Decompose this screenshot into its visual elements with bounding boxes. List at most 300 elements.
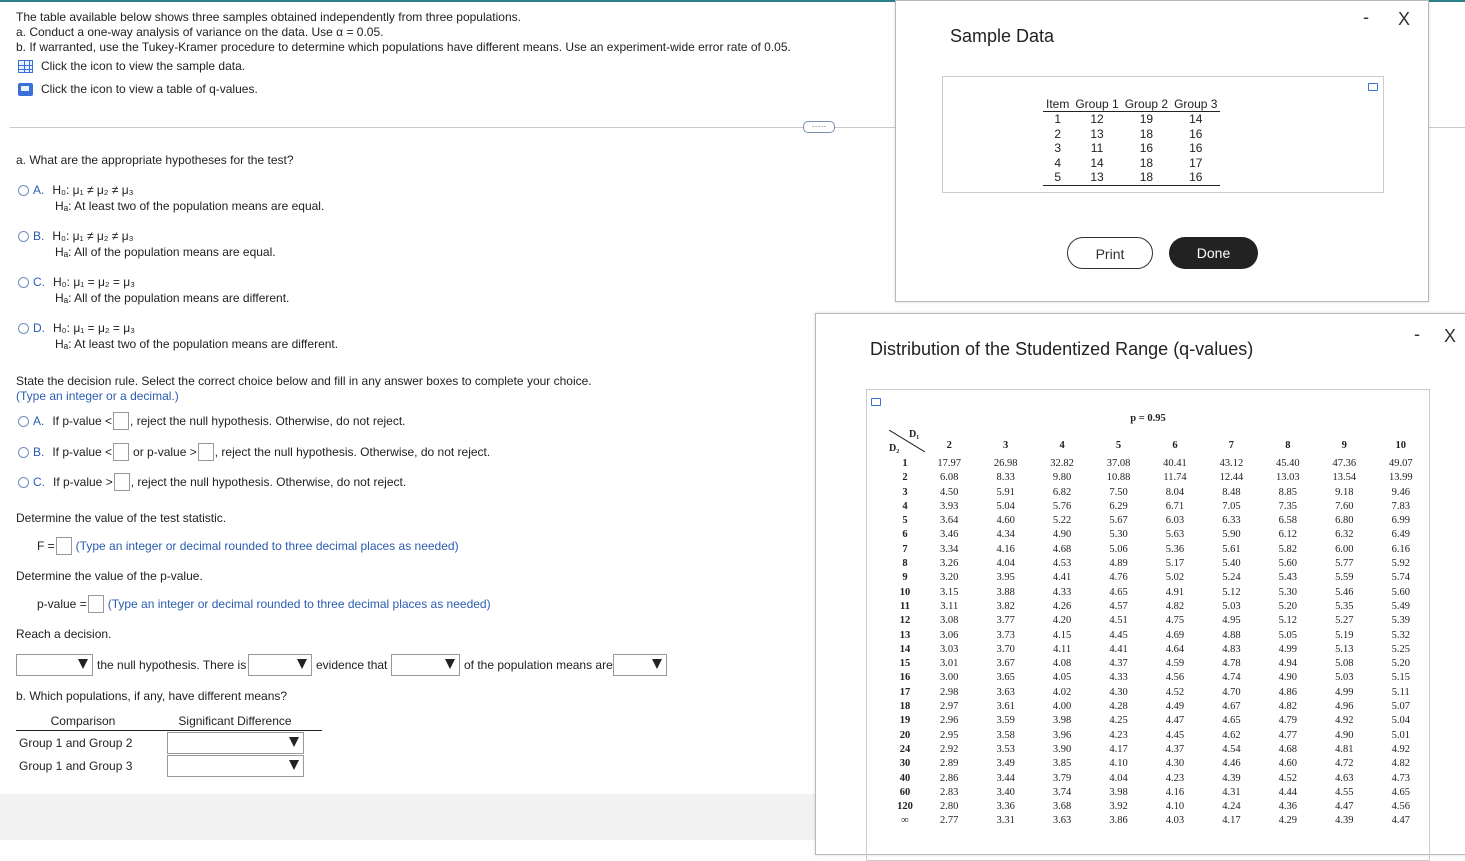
- q-value-cell: 5.24: [1222, 572, 1241, 584]
- radio-rule-b[interactable]: [18, 447, 29, 458]
- q-value-cell: 5.39: [1391, 615, 1410, 627]
- q-value-cell: 4.23: [1165, 772, 1185, 784]
- intro-line-3: b. If warranted, use the Tukey-Kramer procedure to determine which populations have different means. Use an experiment-wide error rate of 0.05.: [16, 40, 791, 54]
- q-value-cell: 4.92: [1335, 715, 1354, 727]
- rule-c-input[interactable]: [114, 473, 130, 491]
- q-value-cell: 32.82: [1050, 458, 1074, 469]
- chevron-down-icon: [289, 760, 299, 770]
- qvalues-link[interactable]: [18, 82, 258, 96]
- decision-rule-hint: (Type an integer or a decimal.): [16, 389, 179, 403]
- q-value-cell: 3.06: [940, 629, 959, 641]
- q-value-cell: 8.85: [1278, 486, 1298, 498]
- decision-text-3: of the population means are: [464, 658, 613, 672]
- q-value-cell: 5.82: [1278, 543, 1298, 555]
- q-value-cell: 3.44: [996, 772, 1015, 784]
- q-value-cell: 4.89: [1109, 558, 1128, 570]
- df-cell: 13: [899, 629, 911, 641]
- table-row: [889, 814, 1429, 828]
- q-value-cell: 3.63: [1052, 815, 1072, 827]
- q-value-cell: 4.11: [1053, 643, 1072, 655]
- q-value-cell: 5.02: [1165, 572, 1185, 584]
- q-value-cell: 9.18: [1335, 486, 1354, 498]
- q-value-cell: 3.98: [1109, 786, 1128, 798]
- sample-data-link[interactable]: [18, 59, 245, 73]
- q-value-cell: 3.79: [1052, 772, 1072, 784]
- q-value-cell: 4.90: [1278, 672, 1298, 684]
- table-row: [889, 714, 1429, 728]
- q-value-cell: 12.44: [1219, 472, 1244, 484]
- rule-b-pre: If p-value <: [52, 445, 113, 459]
- q-value-cell: 4.49: [1165, 701, 1185, 713]
- chevron-down-icon: [297, 659, 307, 669]
- q-value-cell: 5.04: [1391, 715, 1410, 727]
- df-cell: 1: [902, 458, 908, 469]
- comparison-row-1: Group 1 and Group 2: [19, 736, 133, 750]
- rule-b-input-2[interactable]: [198, 443, 214, 461]
- sample-cell: 19: [1139, 112, 1154, 126]
- q-value-cell: 4.02: [1052, 686, 1072, 698]
- q-value-cell: 4.04: [996, 558, 1015, 570]
- minimize-button[interactable]: -: [1363, 7, 1369, 27]
- q-value-cell: 4.51: [1109, 615, 1128, 627]
- q-value-cell: 7.50: [1109, 486, 1128, 498]
- q-value-cell: 4.82: [1165, 600, 1185, 612]
- part-b-question: b. Which populations, if any, have different means?: [16, 689, 288, 703]
- q-value-cell: 3.70: [996, 643, 1015, 655]
- df-cell: 40: [899, 772, 911, 784]
- q-column-header: 4: [1059, 439, 1065, 451]
- null-hypothesis: H₀: μ₁ ≠ μ₂ ≠ μ₃: [52, 229, 134, 243]
- q-value-cell: 4.92: [1391, 743, 1410, 755]
- pvalue-hint: (Type an integer or decimal rounded to three decimal places as needed): [107, 597, 491, 611]
- q-value-cell: 5.77: [1335, 558, 1354, 570]
- q-value-cell: 4.95: [1222, 615, 1241, 627]
- q-value-cell: 4.50: [940, 486, 959, 498]
- q-value-cell: 4.47: [1165, 715, 1185, 727]
- comparison-header: Comparison: [50, 714, 116, 728]
- table-row: [889, 729, 1429, 743]
- q-value-cell: 3.90: [1052, 743, 1072, 755]
- sample-cell: 13: [1090, 126, 1104, 141]
- q-value-cell: 5.17: [1165, 558, 1185, 570]
- chevron-down-icon: [289, 737, 299, 747]
- q-value-cell: 4.45: [1165, 729, 1185, 741]
- q-value-cell: 3.88: [996, 586, 1015, 598]
- sample-data-window: [895, 0, 1429, 302]
- close-button[interactable]: X: [1398, 9, 1411, 29]
- q-value-cell: 2.86: [940, 772, 959, 784]
- q-value-cell: 5.61: [1222, 543, 1241, 555]
- df-cell: 15: [899, 658, 911, 670]
- evidence-dropdown[interactable]: [248, 654, 312, 676]
- rule-option-c[interactable]: [18, 473, 406, 491]
- q-value-cell: 5.01: [1391, 729, 1410, 741]
- q-value-cell: 3.64: [940, 515, 959, 527]
- rule-b-letter: B.: [33, 445, 45, 459]
- q-value-cell: 4.34: [996, 529, 1015, 541]
- df-cell: 2: [902, 472, 908, 484]
- q-value-cell: 3.86: [1109, 815, 1128, 827]
- q-value-cell: 5.15: [1391, 672, 1410, 684]
- close-button[interactable]: X: [1444, 326, 1457, 346]
- table-row: [1043, 156, 1220, 171]
- q-value-cell: 4.30: [1109, 686, 1128, 698]
- q-column-header: 10: [1395, 439, 1406, 451]
- q-value-cell: 5.06: [1109, 543, 1128, 555]
- sample-cell: 16: [1189, 126, 1203, 141]
- q-value-cell: 43.12: [1219, 458, 1244, 469]
- q-value-cell: 6.08: [940, 472, 959, 484]
- q-value-cell: 8.48: [1222, 486, 1241, 498]
- table-row: [889, 757, 1429, 771]
- sample-cell: 5: [1043, 170, 1072, 185]
- radio-button[interactable]: [18, 277, 29, 288]
- q-value-cell: 2.80: [940, 801, 959, 813]
- q-value-cell: 6.29: [1109, 500, 1128, 512]
- footer-bar: [0, 794, 820, 840]
- alt-hypothesis: Hₐ: At least two of the population means are different.: [55, 337, 339, 351]
- qvalues-table: [889, 433, 1429, 829]
- q-value-cell: 5.32: [1391, 629, 1410, 641]
- q-value-cell: 4.39: [1222, 772, 1241, 784]
- sample-cell: 12: [1090, 112, 1104, 126]
- q-value-cell: 37.08: [1106, 458, 1131, 469]
- q-value-cell: 5.46: [1335, 586, 1354, 598]
- q-value-cell: 4.04: [1109, 772, 1128, 784]
- q-value-cell: 7.83: [1391, 500, 1410, 512]
- q-value-cell: 6.99: [1391, 515, 1410, 527]
- table-row: [889, 586, 1429, 600]
- df-cell: 24: [899, 743, 911, 755]
- alt-hypothesis: Hₐ: All of the population means are equal.: [55, 245, 276, 259]
- chevron-down-icon: [445, 659, 455, 669]
- df-cell: 11: [900, 600, 910, 612]
- radio-button[interactable]: [18, 185, 29, 196]
- q-value-cell: 4.74: [1222, 672, 1241, 684]
- q-value-cell: 4.24: [1222, 801, 1241, 813]
- q-value-cell: 3.98: [1052, 715, 1072, 727]
- hypothesis-option[interactable]: [18, 275, 289, 305]
- qvalues-window: [815, 313, 1465, 855]
- q-value-cell: 4.64: [1165, 643, 1185, 655]
- q-value-cell: 4.72: [1335, 758, 1354, 770]
- q-value-cell: 4.82: [1391, 758, 1410, 770]
- q-value-cell: 4.77: [1278, 729, 1298, 741]
- sample-cell: 18: [1139, 126, 1154, 141]
- q-value-cell: 6.71: [1165, 500, 1185, 512]
- q-column-header: 5: [1115, 439, 1122, 451]
- decision-text-2: evidence that: [316, 658, 388, 672]
- q-value-cell: 3.59: [996, 715, 1015, 727]
- q-value-cell: 5.20: [1391, 658, 1410, 670]
- rule-a-input[interactable]: [113, 412, 129, 430]
- test-stat-row: [37, 537, 459, 555]
- q-value-cell: 3.11: [940, 600, 959, 612]
- q-value-cell: 4.15: [1052, 629, 1072, 641]
- q-value-cell: 3.68: [1052, 801, 1072, 813]
- q-value-cell: 4.28: [1109, 701, 1128, 713]
- q-value-cell: 2.83: [940, 786, 959, 798]
- q-value-cell: 3.95: [996, 572, 1015, 584]
- df-cell: 6: [902, 529, 908, 541]
- q-value-cell: 6.80: [1335, 515, 1354, 527]
- q-value-cell: 4.16: [996, 543, 1015, 555]
- q-value-cell: 4.60: [996, 515, 1015, 527]
- df-cell: 120: [897, 801, 913, 813]
- q-value-cell: 5.30: [1278, 586, 1298, 598]
- comparison-table: [16, 713, 322, 731]
- q-value-cell: 3.67: [996, 658, 1015, 670]
- q-value-cell: 3.15: [940, 586, 959, 598]
- print-button[interactable]: Print: [1067, 237, 1153, 269]
- null-hypothesis: H₀: μ₁ = μ₂ = μ₃: [53, 321, 136, 335]
- q-value-cell: 4.10: [1165, 801, 1185, 813]
- table-row: [889, 571, 1429, 585]
- radio-rule-a[interactable]: [18, 416, 29, 427]
- sample-header-cell: Group 3: [1171, 97, 1220, 112]
- problem-intro: [16, 10, 876, 55]
- q-value-cell: 3.26: [940, 558, 959, 570]
- option-letter: C.: [33, 275, 45, 289]
- f-value-input[interactable]: [56, 537, 72, 555]
- table-row: [889, 486, 1429, 500]
- decision-prompt: Reach a decision.: [16, 627, 112, 641]
- table-row: [889, 686, 1429, 700]
- q-value-cell: 5.67: [1109, 515, 1128, 527]
- q-value-cell: 4.03: [1165, 815, 1185, 827]
- minimize-button[interactable]: -: [1414, 324, 1420, 344]
- q-value-cell: 4.83: [1222, 643, 1241, 655]
- test-stat-prompt: Determine the value of the test statistic.: [16, 511, 227, 525]
- q-value-cell: 2.96: [940, 715, 959, 727]
- q-value-cell: 45.40: [1276, 458, 1300, 469]
- q-value-cell: 5.92: [1391, 558, 1410, 570]
- q-value-cell: 4.30: [1165, 758, 1185, 770]
- q-value-cell: 4.52: [1278, 772, 1298, 784]
- q-value-cell: 5.59: [1335, 572, 1354, 584]
- radio-button[interactable]: [18, 323, 29, 334]
- d1-label: D₁: [909, 429, 920, 440]
- table-row: [1043, 141, 1220, 156]
- equality-dropdown[interactable]: [613, 654, 667, 676]
- copy-icon[interactable]: [1368, 83, 1378, 91]
- df-cell: 19: [899, 715, 911, 727]
- q-value-cell: 3.31: [996, 815, 1015, 827]
- q-value-cell: 5.60: [1391, 586, 1410, 598]
- q-value-cell: 5.35: [1335, 600, 1354, 612]
- qvalues-frame: [866, 389, 1430, 861]
- radio-rule-c[interactable]: [18, 477, 29, 488]
- q-value-cell: 13.54: [1332, 472, 1357, 484]
- q-value-cell: 4.86: [1278, 686, 1298, 698]
- table-icon[interactable]: [18, 60, 33, 73]
- q-value-cell: 10.88: [1106, 472, 1131, 484]
- rule-option-b[interactable]: [18, 443, 490, 461]
- df-cell: 16: [899, 672, 911, 684]
- q-value-cell: 5.03: [1335, 672, 1354, 684]
- q-value-cell: 4.57: [1109, 600, 1128, 612]
- q-value-cell: 5.40: [1222, 558, 1241, 570]
- df-cell: 20: [899, 729, 911, 741]
- q-value-cell: 4.76: [1109, 572, 1128, 584]
- q-value-cell: 3.46: [940, 529, 959, 541]
- q-value-cell: 4.25: [1109, 715, 1128, 727]
- reject-dropdown[interactable]: [16, 654, 93, 676]
- decision-text-1: the null hypothesis. There is: [97, 658, 247, 672]
- table-row: [1043, 112, 1220, 127]
- q-value-cell: 4.17: [1222, 815, 1241, 827]
- df-cell: 12: [899, 615, 911, 627]
- q-value-cell: 6.32: [1335, 529, 1354, 541]
- q-value-cell: 5.08: [1335, 658, 1354, 670]
- q-value-cell: 4.17: [1109, 743, 1128, 755]
- radio-button[interactable]: [18, 231, 29, 242]
- q-column-header: 7: [1228, 439, 1235, 451]
- q-value-cell: 4.81: [1335, 743, 1354, 755]
- q-value-cell: 4.26: [1052, 600, 1072, 612]
- q-value-cell: 4.70: [1222, 686, 1241, 698]
- q-value-cell: 3.65: [996, 672, 1015, 684]
- q-value-cell: 4.41: [1052, 572, 1072, 584]
- table-row: [1043, 127, 1220, 142]
- q-value-cell: 4.33: [1109, 672, 1128, 684]
- df-cell: 30: [899, 758, 911, 770]
- q-value-cell: 4.73: [1391, 772, 1410, 784]
- q-value-cell: 5.49: [1391, 600, 1410, 612]
- q-value-cell: 5.76: [1052, 500, 1072, 512]
- q-value-cell: 13.99: [1388, 472, 1413, 484]
- table-row: [889, 772, 1429, 786]
- pvalue-input[interactable]: [88, 595, 104, 613]
- q-value-cell: 2.97: [940, 701, 959, 713]
- q-value-cell: 2.92: [940, 743, 959, 755]
- q-value-cell: 26.98: [993, 458, 1018, 469]
- q-value-cell: 2.95: [940, 729, 959, 741]
- q-value-cell: 5.60: [1278, 558, 1298, 570]
- option-letter: B.: [33, 229, 45, 243]
- q-value-cell: 4.23: [1109, 729, 1128, 741]
- q-value-cell: 5.11: [1391, 686, 1410, 698]
- rule-b-post: , reject the null hypothesis. Otherwise, do not reject.: [214, 445, 491, 459]
- q-value-cell: 5.04: [996, 500, 1015, 512]
- sample-cell: 2: [1054, 126, 1062, 141]
- table-row: [889, 786, 1429, 800]
- q-value-cell: 4.99: [1335, 686, 1354, 698]
- table-row: [889, 700, 1429, 714]
- q-value-cell: 4.56: [1391, 801, 1410, 813]
- sample-cell: 16: [1171, 170, 1220, 185]
- q-value-cell: 5.07: [1391, 701, 1410, 713]
- q-value-cell: 3.85: [1052, 758, 1072, 770]
- chevron-down-icon: [652, 659, 662, 669]
- table-row: [889, 643, 1429, 657]
- q-value-cell: 2.89: [940, 758, 959, 770]
- q-value-cell: 4.36: [1278, 801, 1298, 813]
- book-icon[interactable]: [18, 83, 33, 96]
- q-value-cell: 3.96: [1052, 729, 1072, 741]
- significance-dropdown-2[interactable]: [167, 755, 304, 777]
- q-value-cell: 4.16: [1165, 786, 1185, 798]
- q-value-cell: 6.58: [1278, 515, 1298, 527]
- q-column-header: 6: [1172, 439, 1178, 451]
- sample-data-title: Sample Data: [950, 26, 1055, 46]
- q-value-cell: 5.05: [1278, 629, 1298, 641]
- df-cell: 9: [902, 572, 908, 584]
- q-value-cell: 3.74: [1052, 786, 1072, 798]
- q-value-cell: 6.49: [1391, 529, 1410, 541]
- hypothesis-option[interactable]: [18, 321, 338, 351]
- q-value-cell: 3.20: [940, 572, 959, 584]
- rule-b-input-1[interactable]: [113, 443, 129, 461]
- quantity-dropdown[interactable]: [391, 654, 460, 676]
- q-value-cell: 5.90: [1222, 529, 1241, 541]
- q-value-cell: 4.05: [1052, 672, 1072, 684]
- done-button[interactable]: Done: [1169, 237, 1258, 269]
- significance-header: Significant Difference: [178, 714, 292, 728]
- q-value-cell: 4.47: [1335, 801, 1354, 813]
- q-value-cell: 5.13: [1335, 643, 1354, 655]
- q-value-cell: 5.27: [1335, 615, 1354, 627]
- df-cell: 60: [899, 786, 911, 798]
- chevron-down-icon: [78, 659, 88, 669]
- null-hypothesis: H₀: μ₁ = μ₂ = μ₃: [53, 275, 136, 289]
- more-button[interactable]: ·····: [803, 121, 835, 133]
- q-column-header: 3: [1003, 439, 1009, 451]
- hypothesis-option[interactable]: [18, 229, 276, 259]
- table-row: [889, 457, 1429, 471]
- rule-option-a[interactable]: [18, 412, 406, 430]
- intro-line-2: a. Conduct a one-way analysis of variance on the data. Use α = 0.05.: [16, 25, 384, 39]
- q-value-cell: 4.56: [1165, 672, 1185, 684]
- q-value-cell: 6.33: [1222, 515, 1241, 527]
- option-letter: D.: [33, 321, 45, 335]
- q-value-cell: 7.60: [1335, 500, 1354, 512]
- sample-data-link-text[interactable]: Click the icon to view the sample data.: [41, 59, 246, 73]
- q-value-cell: 4.29: [1278, 815, 1298, 827]
- q-value-cell: 4.94: [1278, 658, 1298, 670]
- q-value-cell: 4.37: [1109, 658, 1128, 670]
- q-value-cell: 5.25: [1391, 643, 1410, 655]
- significance-dropdown-1[interactable]: [167, 732, 304, 754]
- q-value-cell: 4.46: [1222, 758, 1241, 770]
- q-value-cell: 8.33: [996, 472, 1015, 484]
- copy-icon[interactable]: [871, 398, 881, 406]
- q-value-cell: 4.63: [1335, 772, 1354, 784]
- q-value-cell: 4.54: [1222, 743, 1241, 755]
- q-value-cell: 4.91: [1165, 586, 1185, 598]
- qvalues-link-text[interactable]: Click the icon to view a table of q-values.: [41, 82, 258, 96]
- q-value-cell: 4.62: [1222, 729, 1241, 741]
- intro-line-1: The table available below shows three samples obtained independently from three populations.: [16, 10, 521, 24]
- q-value-cell: 4.37: [1165, 743, 1185, 755]
- q-value-cell: 3.00: [940, 672, 959, 684]
- q-value-cell: 4.53: [1052, 558, 1072, 570]
- q-value-cell: 9.80: [1052, 472, 1072, 484]
- rule-c-letter: C.: [33, 475, 45, 489]
- alt-hypothesis: Hₐ: At least two of the population means are equal.: [55, 199, 325, 213]
- sample-cell: 18: [1139, 155, 1154, 170]
- q-value-cell: 13.03: [1276, 472, 1300, 484]
- df-cell: 5: [902, 515, 908, 527]
- q-value-cell: 4.78: [1222, 658, 1241, 670]
- q-value-cell: 5.19: [1335, 629, 1354, 641]
- q-value-cell: 4.90: [1335, 729, 1354, 741]
- table-row: [889, 514, 1429, 528]
- q-value-cell: 11.74: [1163, 472, 1187, 484]
- hypothesis-option[interactable]: [18, 183, 324, 213]
- qvalues-title: Distribution of the Studentized Range (q-values): [870, 339, 1254, 359]
- q-value-cell: 5.12: [1278, 615, 1298, 627]
